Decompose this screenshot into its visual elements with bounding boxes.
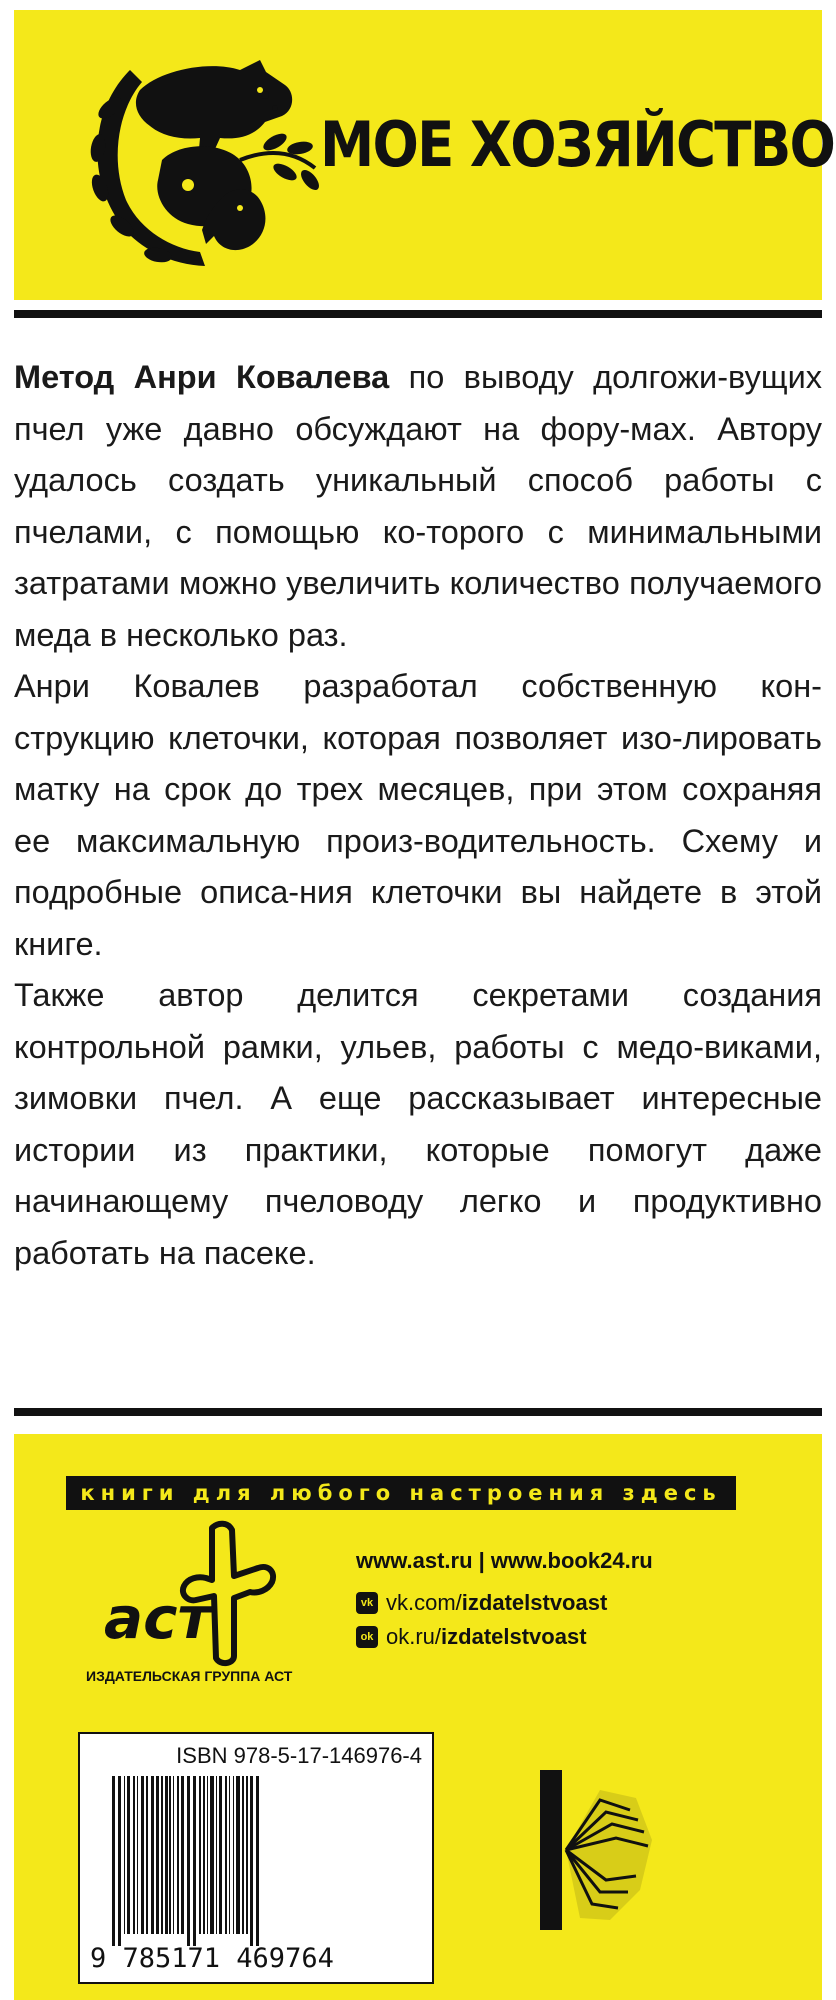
barcode-bar <box>219 1776 222 1934</box>
barcode-bar <box>173 1776 174 1934</box>
barcode-bar <box>199 1776 201 1934</box>
divider-bottom <box>14 1408 822 1416</box>
barcode-bar <box>133 1776 135 1934</box>
barcode-bar <box>256 1776 259 1946</box>
publisher-caption: ИЗДАТЕЛЬСКАЯ ГРУППА АСТ <box>86 1668 293 1684</box>
barcode <box>110 1776 410 1946</box>
barcode-bar <box>225 1776 227 1934</box>
book-description <box>14 352 822 1279</box>
barcode-bar <box>112 1776 115 1946</box>
ast-logo-text: аст <box>104 1584 212 1652</box>
barcode-bar <box>141 1776 144 1934</box>
barcode-bar <box>236 1776 240 1934</box>
barcode-bar <box>193 1776 196 1946</box>
tagline-bar: книги для любого настроения здесь <box>66 1476 736 1510</box>
isbn-label: ISBN 978-5-17-146976-4 <box>176 1743 422 1768</box>
barcode-bar <box>165 1776 168 1934</box>
barcode-bar <box>151 1776 154 1934</box>
barcode-bar <box>207 1776 208 1934</box>
barcode-bar <box>250 1776 253 1946</box>
barcode-bar <box>181 1776 184 1934</box>
publisher-links <box>356 1545 653 1653</box>
description-paragraph-2: Анри Ковалев разработал собственную кон-струкцию клеточки, которая позволяет изо-лировать матку на срок до трех месяцев, при этом сохраняя ее максимальную произ-водительность. Схему и подробные описа-ния клеточки вы найдете в этой книге. <box>14 668 822 962</box>
barcode-bar <box>169 1776 171 1934</box>
description-paragraph-3: Также автор делится секретами создания контрольной рамки, ульев, работы с медо-виками, зимовки пчел. А еще рассказывает интересные истории из практики, которые помогут даже начинающему пчеловоду легко и продуктивно работать на пасеке. <box>14 977 822 1271</box>
odnoklassniki-icon: ok <box>356 1626 378 1648</box>
vk-link[interactable]: vk vk.com/ izdatelstvoast <box>356 1587 653 1619</box>
barcode-bar <box>233 1776 234 1934</box>
k-book-pages-icon <box>540 1760 660 1940</box>
barcode-bar <box>146 1776 148 1934</box>
author-method-bold: Метод Анри Ковалева <box>14 359 390 395</box>
barcode-bar <box>229 1776 230 1934</box>
farm-animals-wreath-icon <box>70 30 330 280</box>
barcode-bar <box>242 1776 244 1934</box>
barcode-bar <box>124 1776 125 1934</box>
series-title: МОЕ ХОЗЯЙСТВО <box>320 108 835 181</box>
barcode-bar <box>137 1776 138 1934</box>
ast-publisher-logo <box>100 1518 290 1668</box>
ok-link[interactable]: ok ok.ru/ izdatelstvoast <box>356 1621 653 1653</box>
barcode-bar <box>118 1776 121 1946</box>
vk-icon: vk <box>356 1592 378 1614</box>
divider-top <box>14 310 822 318</box>
barcode-bar <box>156 1776 159 1934</box>
barcode-bar <box>246 1776 248 1934</box>
barcode-bar <box>177 1776 179 1934</box>
barcode-bar <box>187 1776 190 1946</box>
description-paragraph-1: Метод Анри Ковалева по выводу долгожи-вущих пчел уже давно обсуждают на фору-мах. Автору удалось создать уникальный способ работы с пчелами, с помощью ко-торого с минимальными затратами можно увеличить количество получаемого меда в несколько раз. <box>14 359 822 653</box>
barcode-bar <box>161 1776 163 1934</box>
website-links[interactable]: www.ast.ru | www.book24.ru <box>356 1548 653 1573</box>
barcode-bar <box>210 1776 214 1934</box>
barcode-digits: 9 785171 469764 <box>90 1943 334 1974</box>
barcode-bar <box>203 1776 205 1934</box>
barcode-bar <box>216 1776 217 1934</box>
barcode-bar <box>127 1776 130 1934</box>
